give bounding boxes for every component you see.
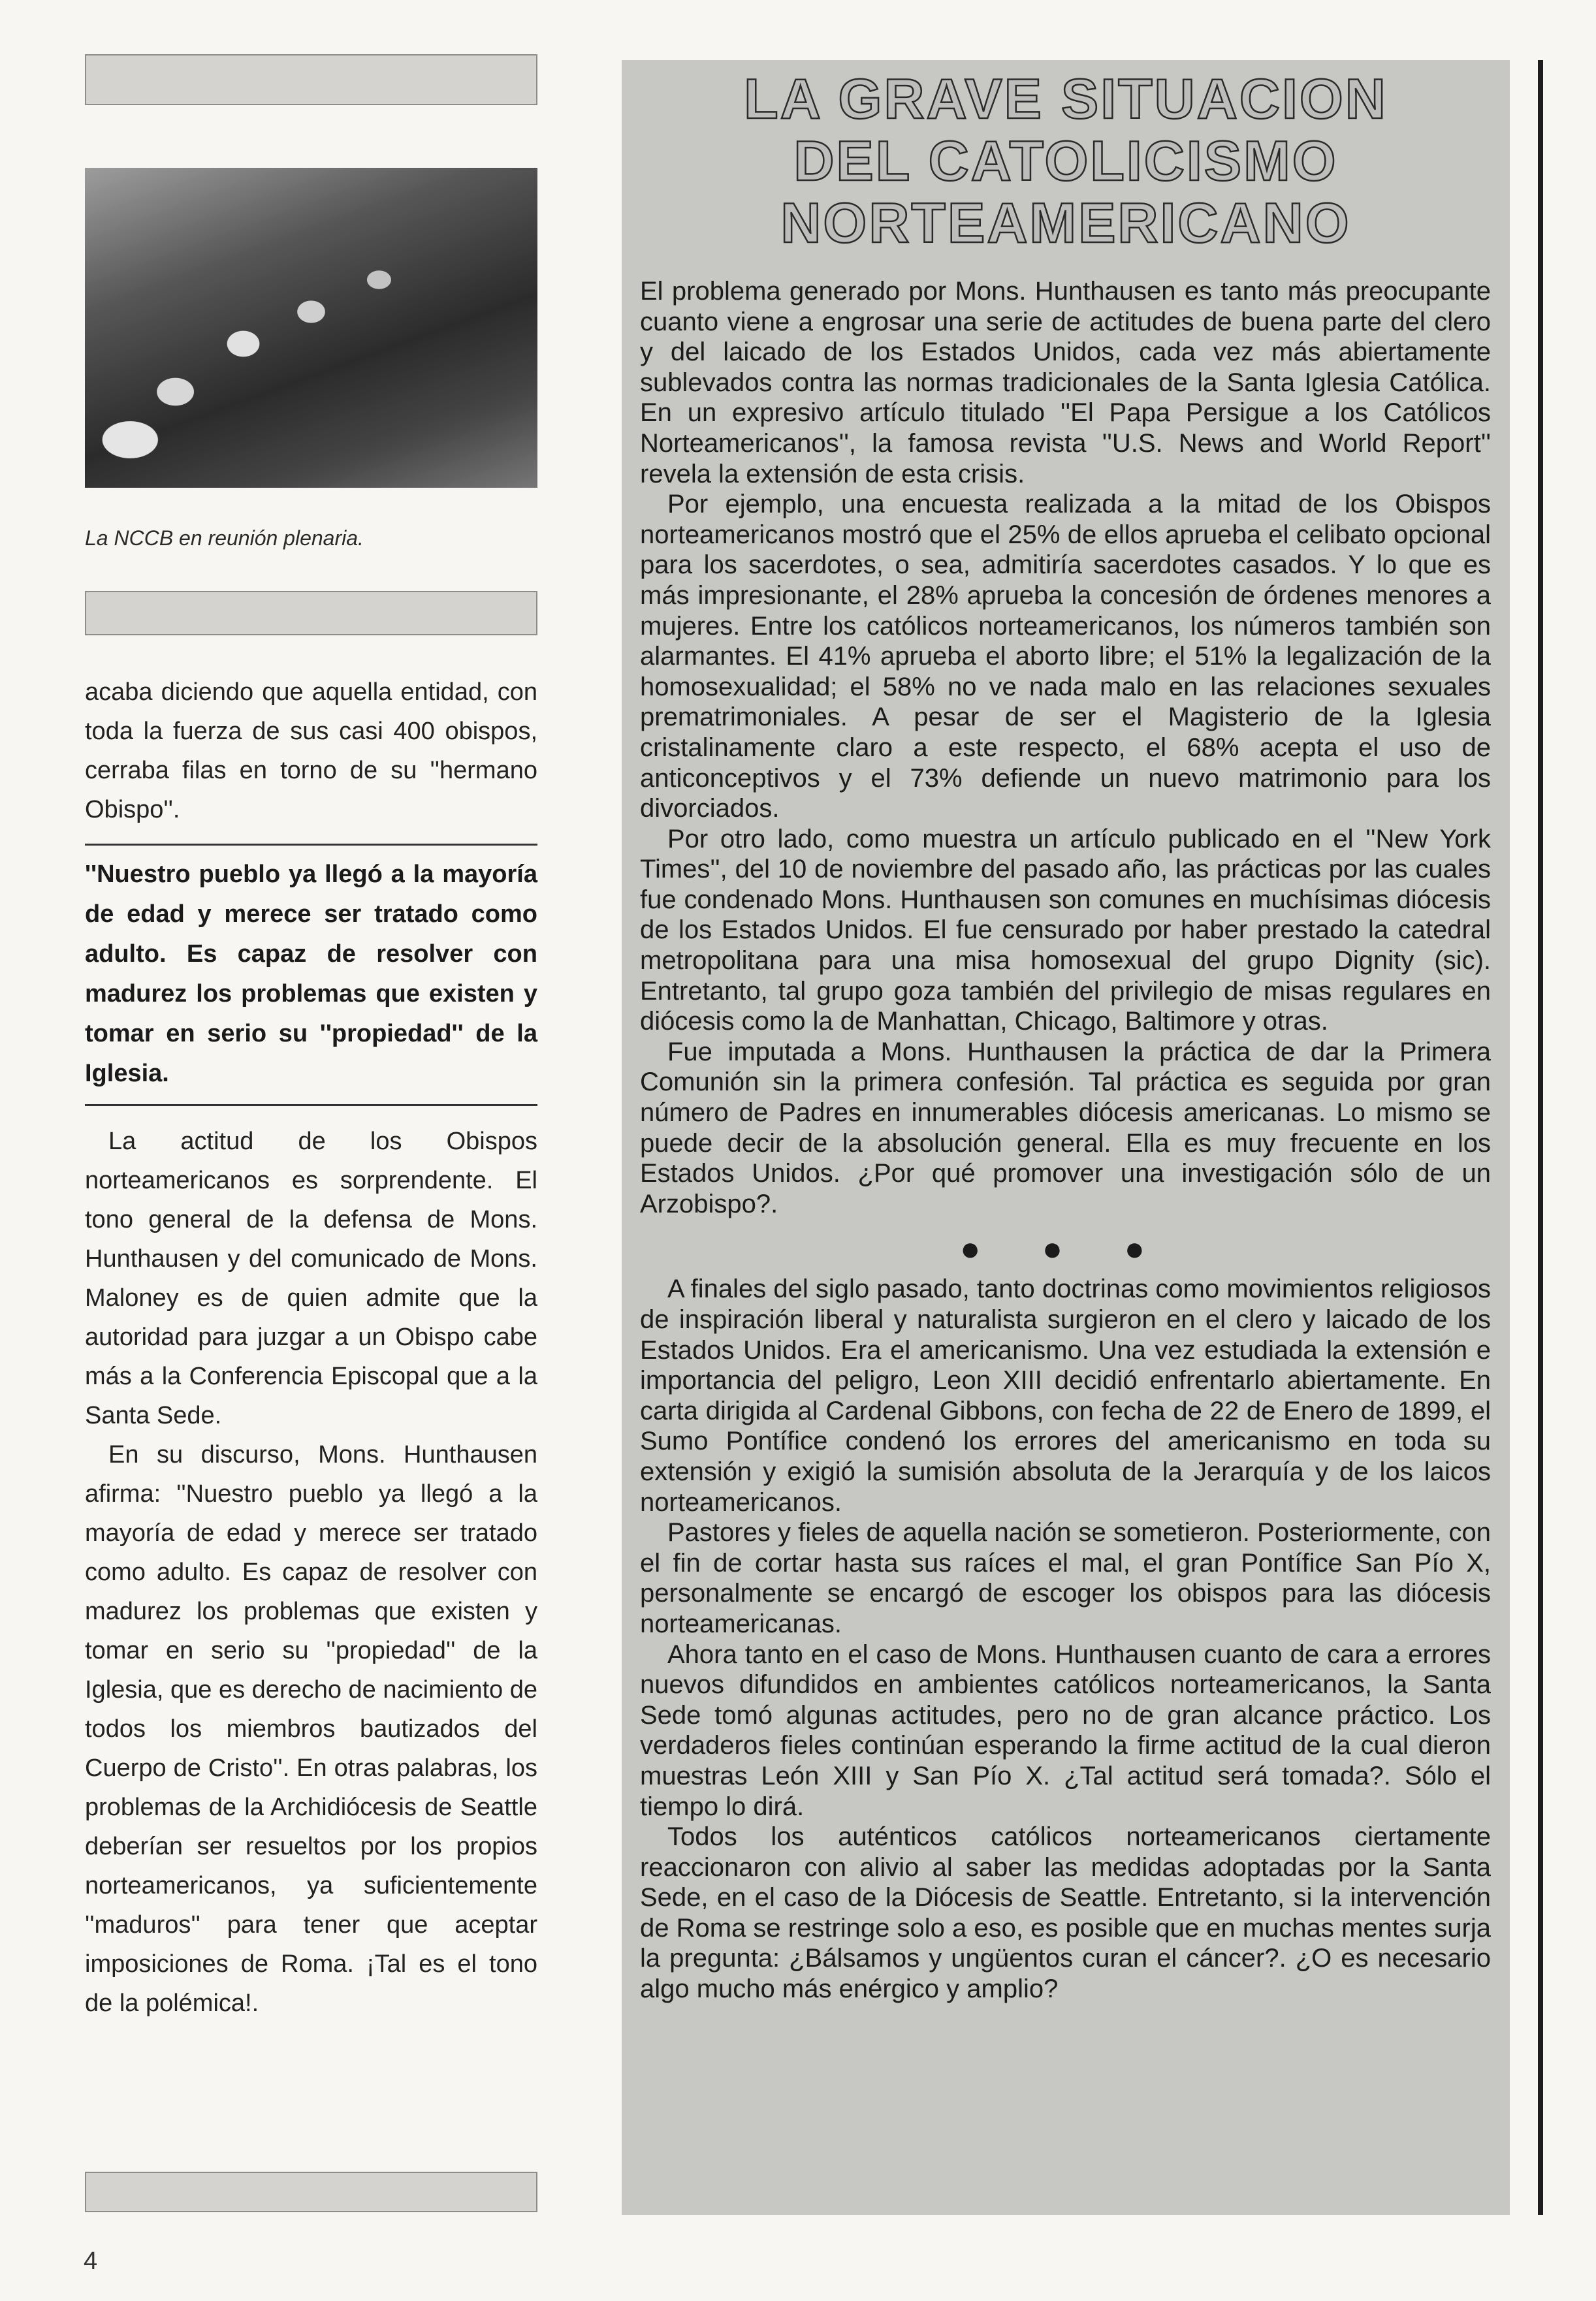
title-line-1: LA GRAVE SITUACION [744,68,1388,131]
left-paragraph-2: La actitud de los Obispos norteamericanos es sorprendente. El tono general de la defensa de Mons. Hunthausen y del comunicado de Mons. Maloney es de quien admite que la autoridad para juzgar a un Obispo cabe más a la Conferencia Episcopal que a la Santa Sede. [85,1128,537,1429]
title-line-3: NORTEAMERICANO [780,192,1351,255]
article-title [622,69,1510,255]
article-edge-rule [1538,60,1543,2215]
page-number: 4 [84,2247,98,2275]
title-line-2: DEL CATOLICISMO [793,130,1338,193]
section-separator: ● ● ● [959,1230,1172,1269]
article-paragraph: Por ejemplo, una encuesta realizada a la mitad de los Obispos norteamericanos mostró que el 25% de ellos aprueba el celibato opcional para los sacerdotes, o sea, admitiría sacerdotes casados. Y lo que es más impresionante, el 28% aprueba la concesión de órdenes menores a mujeres. Entre los católicos norteamericanos, los números también son alarmantes. El 41% aprueba el aborto libre; el 51% la legalización de la homosexualidad; el 58% no ve nada malo en las relaciones sexuales prematrimoniales. A pesar de ser el Magisterio de la Iglesia cristalinamente claro a este respecto, el 68% acepta el uso de anticonceptivos y el 73% defiende un nuevo matrimonio para los divorciados. [640,490,1491,823]
article-paragraph: A finales del siglo pasado, tanto doctrinas como movimientos religiosos de inspiración liberal y naturalista surgieron en el clero y laicado de los Estados Unidos. Era el americanismo. Una vez estudiada la extensión e importancia del peligro, Leon XIII decidió enfrentarlo abiertamente. En carta dirigida al Cardenal Gibbons, con fecha de 22 de Enero de 1899, el Sumo Pontífice condenó los errores del americanismo en toda su extensión y exigió la sumisión absoluta de la Jerarquía y de los laicos norteamericanos. [640,1275,1491,1517]
article-paragraph: Todos los auténticos católicos norteamericanos ciertamente reaccionaron con alivio al saber las medidas adoptadas por la Santa Sede, en el caso de la Diócesis de Seattle. Entretanto, si la intervención de Roma se restringe solo a eso, es posible que en muchas mentes surja la pregunta: ¿Bálsamos y ungüentos curan el cáncer?. ¿O es necesario algo mucho más enérgico y amplio? [640,1822,1491,2004]
meeting-photo [85,168,537,488]
left-paragraph-3: En su discurso, Mons. Hunthausen afirma: ''Nuestro pueblo ya llegó a la mayoría de edad y merece ser tratado como adulto. Es capaz de resolver con madurez los problemas que existen y tomar en serio su ''propiedad'' de la Iglesia, que es derecho de nacimiento de todos los miembros bautizados del Cuerpo de Cristo''. En otras palabras, los problemas de la Archidiócesis de Seattle deberían ser resueltos por los propios norteamericanos, ya suficientemente ''maduros'' para tener que aceptar imposiciones de Roma. ¡Tal es el tono de la polémica!. [85,1441,537,2017]
article-paragraph: Pastores y fieles de aquella nación se sometieron. Posteriormente, con el fin de cortar hasta sus raíces el mal, el gran Pontífice San Pío X, personalmente se encargó de escoger los obispos para las diócesis norteamericanas. [640,1518,1491,1638]
top-gray-bar [85,54,537,105]
middle-gray-bar [85,591,537,635]
bottom-gray-bar [85,2172,537,2212]
article-paragraph: Por otro lado, como muestra un artículo publicado en el ''New York Times'', del 10 de noviembre del pasado año, las prácticas por las cuales fue condenado Mons. Hunthausen son comunes en muchísimas diócesis de los Estados Unidos. El fue censurado por haber prestado la catedral metropolitana para una misa homosexual del grupo Dignity (sic). Entretanto, tal grupo goza también del privilegio de misas regulares en diócesis como la de Manhattan, Chicago, Baltimore y otras. [640,824,1491,1036]
left-column [85,673,537,2023]
photo-caption: La NCCB en reunión plenaria. [85,526,364,550]
article-paragraph: Ahora tanto en el caso de Mons. Hunthausen cuanto de cara a errores nuevos difundidos en ambientes católicos norteamericanos, la Santa Sede tomó algunas actitudes, pero no de gran alcance práctico. Los verdaderos fieles continúan esperando la firme actitud de la cual dieron muestras León XIII y San Pío X. ¿Tal actitud será tomada?. Sólo el tiempo lo dirá. [640,1640,1491,1821]
article-body [640,276,1491,2005]
left-paragraph-1: acaba diciendo que aquella entidad, con toda la fuerza de sus casi 400 obispos, cerraba filas en torno de su ''hermano Obispo''. [85,678,537,823]
pull-quote: ''Nuestro pueblo ya llegó a la mayoría de edad y merece ser tratado como adulto. Es capaz de resolver con madurez los problemas que existen y tomar en serio su ''propiedad'' de la Iglesia. [85,844,537,1106]
article-paragraph: El problema generado por Mons. Hunthausen es tanto más preocupante cuanto viene a engrosar una serie de actitudes de buena parte del clero y del laicado de los Estados Unidos, cada vez más abiertamente sublevados contra las normas tradicionales de la Santa Iglesia Católica. En un expresivo artículo titulado ''El Papa Persigue a los Católicos Norteamericanos'', la famosa revista ''U.S. News and World Report'' revela la extensión de esta crisis. [640,277,1491,488]
article-paragraph: Fue imputada a Mons. Hunthausen la práctica de dar la Primera Comunión sin la primera confesión. Tal práctica es seguida por gran número de Padres en innumerables diócesis americanas. Lo mismo se puede decir de la absolución general. Ella es muy frecuente en los Estados Unidos. ¿Por qué promover una investigación sólo de un Arzobispo?. [640,1037,1491,1218]
